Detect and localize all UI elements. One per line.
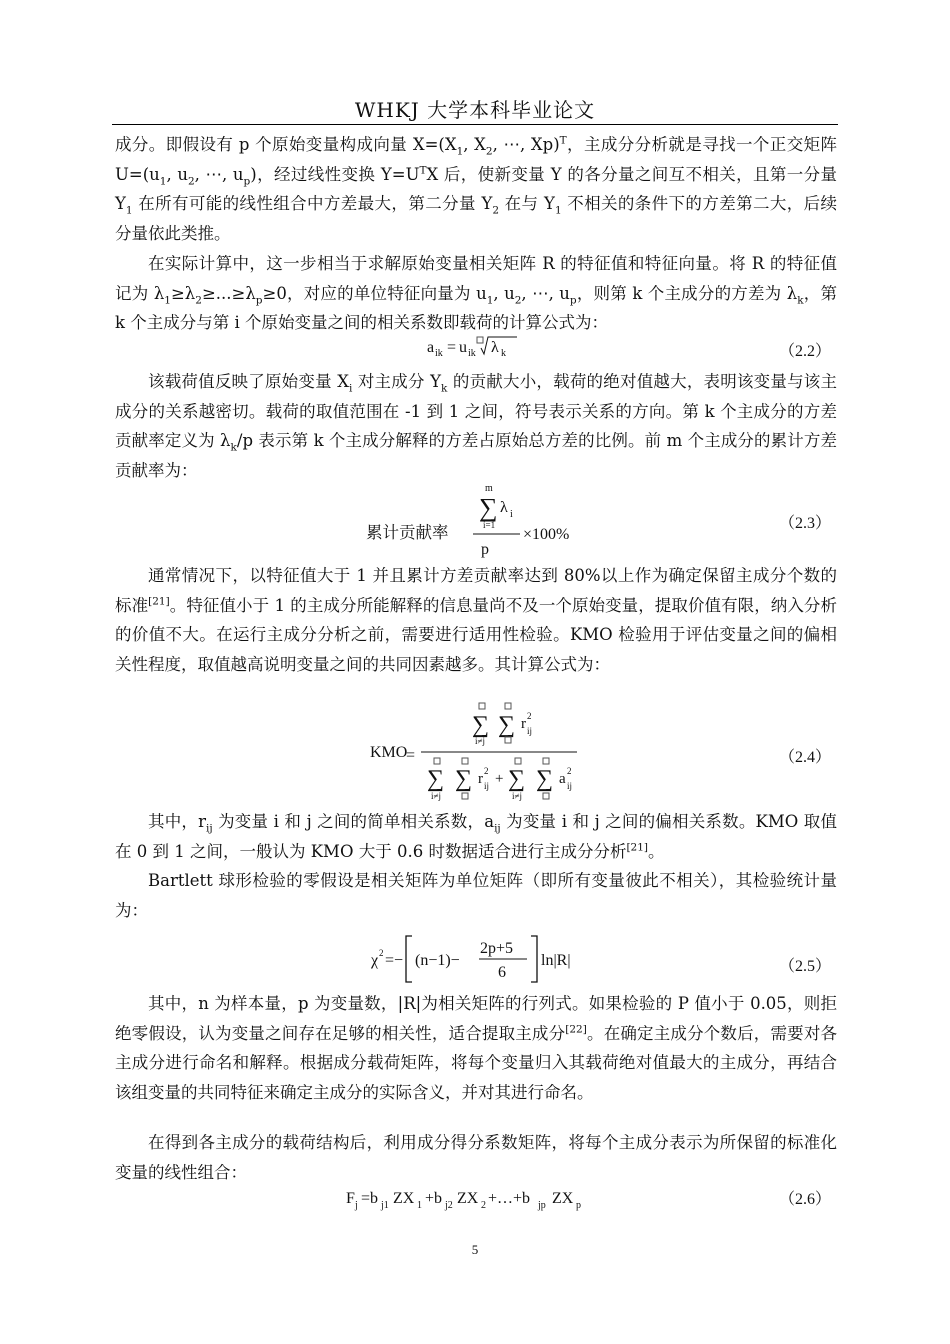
svg-text:r: r [478, 771, 483, 787]
svg-text:ZX: ZX [552, 1190, 574, 1207]
equation-number: （2.4） [778, 749, 831, 766]
paragraph-6: Bartlett 球形检验的零假设是相关矩阵为单位矩阵（即所有变量彼此不相关），其检验统计量为： [115, 871, 837, 920]
equation-number: （2.2） [778, 343, 831, 360]
svg-text:j2: j2 [445, 1200, 453, 1211]
svg-text:∑: ∑ [479, 493, 498, 522]
paragraph-2: 在实际计算中，这一步相当于求解原始变量相关矩阵 R 的特征值和特征向量。将 R 的特征值记为 $\lambda_1\ge\lambda_2\ge...\ge\lambda_p\ge 0$，对应的单位特征向量为 $u_1$, $u_2$, ⋯, $u_p$，则第 k 个主成分的方差为 $\lambda_k$，第 k 个主成分与第 i 个原始变量之间的相关系数即载荷的计算公式为： [115, 254, 837, 333]
svg-text:=−: =− [385, 952, 404, 969]
svg-text:ln|R|: ln|R| [541, 952, 571, 969]
svg-text:∑: ∑ [427, 766, 445, 792]
svg-text:2: 2 [527, 711, 532, 721]
svg-text:λ: λ [500, 499, 508, 516]
svg-text:∑: ∑ [455, 766, 473, 792]
equation-2-5 [115, 932, 837, 988]
svg-text:a: a [559, 771, 566, 787]
svg-text:k: k [501, 348, 506, 359]
svg-text:2: 2 [481, 1200, 486, 1211]
svg-text:a: a [427, 339, 435, 356]
equation-2-5-formula [115, 932, 837, 988]
svg-text:i: i [510, 509, 513, 520]
paragraph-5: 其中，$r_{ij}$ 为变量 i 和 j 之间的简单相关系数，$a_{ij}$ 为变量 i 和 j 之间的偏相关系数。KMO 取值在 0 到 1 之间，一般认为 KMO 大于 0.6 时数据适合进行主成分分析[21]。 [115, 812, 837, 861]
equation-2-4 [115, 702, 837, 807]
svg-text:+: + [495, 771, 504, 787]
svg-text:i≠j: i≠j [431, 791, 441, 801]
svg-text:ZX: ZX [457, 1190, 479, 1207]
svg-text:j: j [355, 1200, 358, 1211]
equation-label: KMO [370, 744, 408, 761]
svg-text:i≠j: i≠j [475, 736, 485, 746]
paragraph-8: 在得到各主成分的载荷结构后，利用成分得分系数矩阵，将每个主成分表示为所保留的标准化变量的线性组合： [115, 1133, 837, 1182]
equation-2-4-formula [115, 702, 837, 807]
svg-text:∑: ∑ [536, 766, 554, 792]
header-rule [112, 124, 838, 125]
svg-text:=: = [447, 339, 457, 356]
svg-text:∑: ∑ [508, 766, 526, 792]
svg-text:χ: χ [371, 952, 379, 969]
svg-text:ZX: ZX [393, 1190, 415, 1207]
svg-text:(n−1)−: (n−1)− [415, 952, 460, 969]
svg-text:jp: jp [538, 1200, 546, 1211]
svg-text:2: 2 [567, 766, 572, 776]
svg-text:2: 2 [484, 766, 489, 776]
svg-text:F: F [346, 1190, 355, 1207]
equation-tail: ×100% [523, 526, 570, 543]
svg-text:p: p [481, 541, 489, 558]
paragraph-1: 成分。即假设有 p 个原始变量构成向量 $X=(X_1$, $X_2$, ⋯, Xp)$^T$，主成分分析就是寻找一个正交矩阵 $U=(u_1$, $u_2$, ⋯, $u_p$)，经过线性变换 $Y=U^TX$ 后，使新变量 Y 的各分量之间互不相关，且第一分量 $Y_1$ 在所有可能的线性组合中方差最大，第二分量 $Y_2$ 在与 $Y_1$ 不相关的条件下的方差第二大，后续分量依此类推。 [115, 134, 838, 243]
paragraph-4: 通常情况下，以特征值大于 1 并且累计方差贡献率达到 80%以上作为确定保留主成分个数的标准[21]。特征值小于 1 的主成分所能解释的信息量尚不及一个原始变量，提取价值有限，纳入分析的价值不大。在运行主成分分析之前，需要进行适用性检验。KMO 检验用于评估变量之间的偏相关性程度，取值越高说明变量之间的共同因素越多。其计算公式为： [115, 566, 837, 674]
svg-text:ik: ik [435, 348, 443, 359]
svg-text:ij: ij [484, 781, 490, 791]
svg-text:i≠j: i≠j [512, 791, 522, 801]
paragraph-3: 该载荷值反映了原始变量 $X_i$ 对主成分 $Y_k$ 的贡献大小，载荷的绝对值越大，表明该变量与该主成分的关系越密切。载荷的取值范围在 -1 到 1 之间，符号表示关系的方向。第 k 个主成分的方差贡献率定义为 $\lambda_k/p$ 表示第 k 个主成分解释的方差占原始总方差的比例。前 m 个主成分的累计方差贡献率为： [115, 372, 838, 480]
svg-text:1: 1 [417, 1200, 422, 1211]
svg-text:2p+5: 2p+5 [480, 940, 514, 957]
svg-text:i=1: i=1 [483, 520, 496, 530]
svg-text:∑: ∑ [498, 712, 516, 738]
page-number: 5 [471, 1242, 479, 1257]
equation-2-3 [115, 482, 837, 562]
page-header-title: WHKJ 大学本科毕业论文 [354, 98, 596, 122]
equation-2-3-formula [115, 482, 837, 562]
svg-text:j1: j1 [381, 1200, 389, 1211]
svg-text:=b: =b [361, 1190, 379, 1207]
svg-text:2: 2 [379, 948, 384, 958]
svg-text:m: m [485, 483, 493, 494]
svg-text:p: p [576, 1200, 581, 1211]
svg-text:+b: +b [425, 1190, 443, 1207]
equation-number: （2.3） [778, 515, 831, 532]
equation-number: （2.5） [778, 958, 831, 975]
svg-text:ij: ij [567, 781, 573, 791]
svg-text:u: u [459, 339, 467, 356]
equation-2-6 [115, 1186, 837, 1216]
svg-text:ik: ik [468, 348, 476, 359]
equation-2-2-formula [115, 334, 837, 362]
equation-number: （2.6） [778, 1191, 831, 1208]
equation-label: 累计贡献率 [366, 523, 449, 542]
svg-text:+…+b: +…+b [488, 1190, 531, 1207]
equation-2-6-formula [115, 1186, 837, 1216]
svg-text:∑: ∑ [472, 712, 490, 738]
equation-2-2 [115, 334, 837, 362]
svg-text:λ: λ [491, 339, 499, 356]
svg-text:=: = [406, 747, 416, 764]
paragraph-7: 其中，n 为样本量，p 为变量数，|R|为相关矩阵的行列式。如果检验的 P 值小于 0.05，则拒绝零假设，认为变量之间存在足够的相关性，适合提取主成分[22]。在确定主成分个数后，需要对各主成分进行命名和解释。根据成分载荷矩阵，将每个变量归入其载荷绝对值最大的主成分，再结合该组变量的共同特征来确定主成分的实际含义，并对其进行命名。 [115, 994, 838, 1102]
svg-text:ij: ij [527, 726, 533, 736]
svg-text:6: 6 [498, 964, 506, 981]
svg-text:r: r [521, 716, 526, 732]
